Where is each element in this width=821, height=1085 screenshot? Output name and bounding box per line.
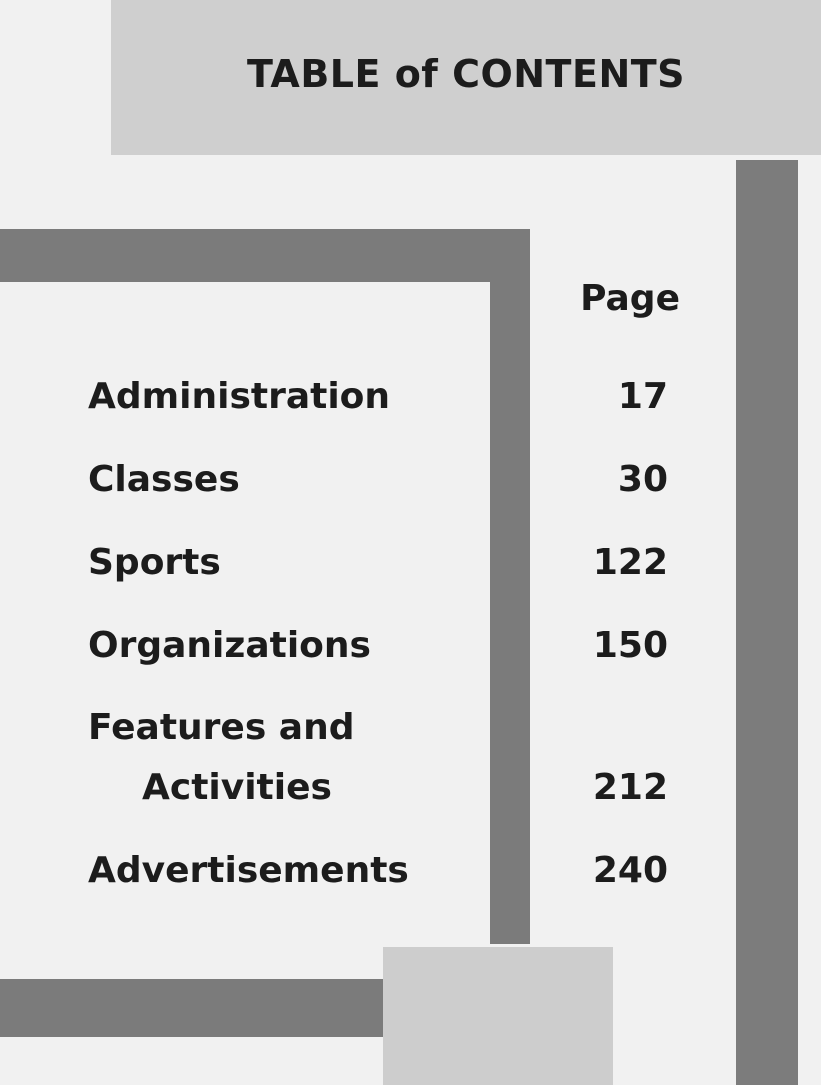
toc-entry-sports: Sports bbox=[88, 542, 221, 583]
toc-page-advertisements: 240 bbox=[592, 850, 668, 891]
toc-entry-classes: Classes bbox=[88, 459, 240, 500]
middle-vertical-bar bbox=[490, 229, 530, 944]
page-column-header: Page bbox=[580, 278, 680, 319]
page-title: TABLE of CONTENTS bbox=[246, 52, 686, 96]
toc-entry-organizations: Organizations bbox=[88, 625, 371, 666]
top-horizontal-bar bbox=[0, 229, 530, 282]
right-vertical-bar bbox=[736, 160, 798, 1085]
toc-page-classes: 30 bbox=[617, 459, 668, 500]
bottom-horizontal-bar bbox=[0, 979, 383, 1037]
toc-entry-advertisements: Advertisements bbox=[88, 850, 409, 891]
bottom-square bbox=[383, 947, 613, 1085]
toc-entry-administration: Administration bbox=[88, 376, 391, 417]
toc-page-features: 212 bbox=[592, 767, 668, 808]
toc-page-organizations: 150 bbox=[592, 625, 668, 666]
toc-page-sports: 122 bbox=[592, 542, 668, 583]
toc-page-administration: 17 bbox=[617, 376, 668, 417]
toc-entry-features-line1: Features and bbox=[88, 707, 355, 748]
toc-entry-features-line2: Activities bbox=[142, 767, 332, 808]
